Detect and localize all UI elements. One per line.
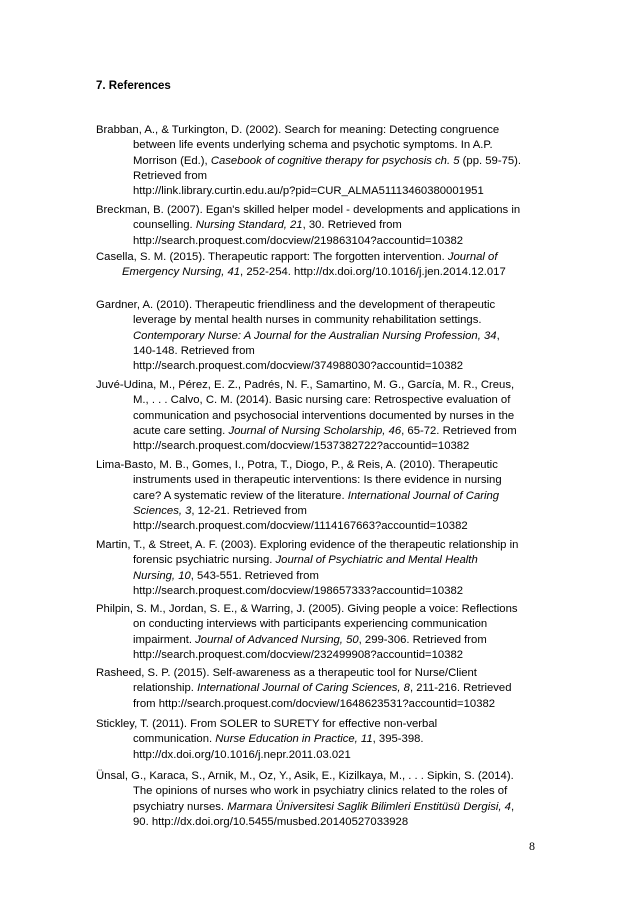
- reference-continuation-line: [96, 748, 543, 763]
- reference-continuation-line: [96, 617, 543, 632]
- reference-italic-title: Nursing Standard, 21: [195, 219, 303, 232]
- reference-continuation-line: [96, 439, 543, 454]
- reference-text: from http://search.proquest.com/docview/1648623531?accountid=10382: [133, 697, 496, 710]
- reference-entry: [96, 203, 543, 249]
- reference-text: leverage by mental health nurses in community rehabilitation settings.: [133, 314, 482, 327]
- reference-continuation-line: [96, 329, 543, 344]
- reference-text: , 299-306. Retrieved from: [358, 633, 487, 646]
- reference-first-line: [96, 666, 543, 681]
- reference-italic-title: International Journal of Caring: [347, 489, 500, 502]
- reference-text: , 395-398.: [372, 733, 424, 746]
- reference-entry: [96, 666, 543, 712]
- reference-text: http://dx.doi.org/10.1016/j.nepr.2011.03.021: [133, 748, 351, 761]
- reference-italic-title: Casebook of cognitive therapy for psychosis ch. 5: [210, 154, 460, 167]
- reference-text: acute care setting.: [133, 424, 229, 437]
- reference-italic-title: Journal of Nursing Scholarship, 46: [228, 424, 402, 437]
- reference-text: http://link.library.curtin.edu.au/p?pid=CUR_ALMA51113460380001951: [133, 185, 484, 198]
- reference-text: communication and psychosocial interventions documented by nurses in the: [133, 409, 515, 422]
- reference-text: M., . . . Calvo, C. M. (2014). Basic nursing care: Retrospective evaluation of: [133, 394, 511, 407]
- reference-continuation-line: [96, 265, 543, 280]
- reference-continuation-line: [96, 359, 543, 374]
- reference-first-line: [96, 717, 543, 732]
- reference-entry: [96, 378, 543, 454]
- reference-entry: [96, 717, 543, 763]
- reference-continuation-line: [96, 569, 543, 584]
- reference-text: http://search.proquest.com/docview/1114167663?accountid=10382: [133, 520, 468, 533]
- reference-text: psychiatry nurses.: [133, 800, 228, 813]
- reference-text: impairment.: [133, 633, 196, 646]
- reference-continuation-line: [96, 553, 543, 568]
- reference-italic-title: Journal of Psychiatric and Mental Health: [275, 554, 478, 567]
- reference-continuation-line: [96, 154, 543, 169]
- reference-text: , 543-551. Retrieved from: [190, 569, 319, 582]
- reference-text: http://search.proquest.com/docview/1537382722?accountid=10382: [133, 440, 470, 453]
- reference-entry: [96, 458, 543, 534]
- reference-text: Ünsal, G., Karaca, S., Arnik, M., Oz, Y., Asik, E., Kizilkaya, M., . . . Sipkin, S. (2014).: [96, 770, 514, 782]
- reference-entry: [96, 250, 543, 281]
- reference-text: , 30. Retrieved from: [302, 219, 402, 232]
- reference-entry: [96, 769, 543, 830]
- reference-italic-title: Emergency Nursing, 41: [122, 266, 241, 279]
- reference-continuation-line: [96, 409, 543, 424]
- reference-text: counselling.: [133, 219, 196, 232]
- reference-italic-title: Sciences, 3: [133, 504, 192, 517]
- reference-continuation-line: [96, 313, 543, 328]
- reference-continuation-line: [96, 218, 543, 233]
- reference-first-line: [96, 602, 543, 617]
- reference-first-line: [96, 123, 543, 138]
- reference-text: Casella, S. M. (2015). Therapeutic rapport: The forgotten intervention.: [96, 251, 448, 263]
- reference-continuation-line: [96, 681, 543, 696]
- reference-first-line: [96, 250, 543, 265]
- reference-text: 140-148. Retrieved from: [133, 344, 255, 357]
- reference-continuation-line: [96, 489, 543, 504]
- reference-text: ,: [510, 800, 515, 813]
- reference-italic-title: International Journal of Caring Sciences, 8: [197, 682, 410, 695]
- reference-text: Juvé-Udina, M., Pérez, E. Z., Padrés, N. F., Samartino, M. G., García, M. R., Creus,: [96, 379, 515, 391]
- reference-continuation-line: [96, 504, 543, 519]
- reference-text: Gardner, A. (2010). Therapeutic friendliness and the development of therapeutic: [96, 299, 496, 311]
- reference-text: (pp. 59-75).: [459, 154, 522, 167]
- reference-text: instruments used in therapeutic interventions: Is there evidence in nursing: [133, 474, 502, 487]
- reference-continuation-line: [96, 169, 543, 184]
- reference-entry: [96, 538, 543, 599]
- reference-text: Rasheed, S. P. (2015). Self-awareness as a therapeutic tool for Nurse/Client: [96, 667, 477, 679]
- reference-first-line: [96, 298, 543, 313]
- reference-text: on conducting interviews with participants experiencing communication: [133, 618, 488, 631]
- reference-italic-title: Journal of: [447, 251, 498, 263]
- reference-continuation-line: [96, 234, 543, 249]
- reference-text: Martin, T., & Street, A. F. (2003). Exploring evidence of the therapeutic relationship in: [96, 539, 519, 551]
- reference-continuation-line: [96, 138, 543, 153]
- reference-text: , 211-216. Retrieved: [409, 682, 512, 695]
- reference-text: ,: [496, 329, 500, 342]
- reference-continuation-line: [96, 393, 543, 408]
- reference-italic-title: Nursing, 10: [133, 569, 191, 582]
- reference-continuation-line: [96, 784, 543, 799]
- reference-text: Morrison (Ed.),: [133, 154, 211, 167]
- reference-text: , 12-21. Retrieved from: [191, 504, 307, 517]
- page-number: 8: [529, 839, 535, 853]
- reference-italic-title: Contemporary Nurse: A Journal for the Australian Nursing Profession, 34: [133, 329, 497, 342]
- reference-text: forensic psychiatric nursing.: [133, 554, 276, 567]
- reference-continuation-line: [96, 800, 543, 815]
- section-heading: 7. References: [96, 80, 171, 92]
- reference-continuation-line: [96, 519, 543, 534]
- reference-text: Retrieved from: [133, 169, 208, 182]
- reference-text: relationship.: [133, 682, 198, 695]
- reference-text: http://search.proquest.com/docview/374988030?accountid=10382: [133, 360, 464, 373]
- reference-continuation-line: [96, 584, 543, 599]
- reference-entry: [96, 123, 543, 199]
- reference-continuation-line: [96, 697, 543, 712]
- reference-entry: [96, 602, 543, 663]
- reference-continuation-line: [96, 633, 543, 648]
- reference-continuation-line: [96, 344, 543, 359]
- reference-text: Lima-Basto, M. B., Gomes, I., Potra, T., Diogo, P., & Reis, A. (2010). Therapeutic: [96, 459, 498, 471]
- reference-first-line: [96, 769, 543, 784]
- reference-text: , 65-72. Retrieved from: [401, 424, 517, 437]
- reference-entry: [96, 298, 543, 374]
- reference-text: communication.: [133, 733, 216, 746]
- reference-italic-title: Nurse Education in Practice, 11: [215, 733, 373, 746]
- reference-italic-title: Marmara Üniversitesi Saglik Bilimleri Enstitüsü Dergisi, 4: [227, 800, 511, 813]
- reference-first-line: [96, 203, 543, 218]
- reference-text: Philpin, S. M., Jordan, S. E., & Warring, J. (2005). Giving people a voice: Reflections: [96, 603, 518, 615]
- reference-continuation-line: [96, 815, 543, 830]
- reference-text: http://search.proquest.com/docview/219863104?accountid=10382: [133, 234, 464, 247]
- reference-text: between life events underlying schema and psychotic symptoms. In A.P.: [133, 139, 493, 152]
- reference-text: http://search.proquest.com/docview/198657333?accountid=10382: [133, 584, 464, 597]
- reference-first-line: [96, 538, 543, 553]
- reference-text: Breckman, B. (2007). Egan's skilled helper model - developments and applications in: [96, 204, 521, 216]
- reference-text: The opinions of nurses who work in psychiatry clinics related to the roles of: [133, 785, 508, 798]
- reference-first-line: [96, 378, 543, 393]
- reference-continuation-line: [96, 424, 543, 439]
- reference-text: Brabban, A., & Turkington, D. (2002). Search for meaning: Detecting congruence: [96, 124, 500, 136]
- reference-text: care? A systematic review of the literature.: [133, 489, 348, 502]
- reference-text: http://search.proquest.com/docview/232499908?accountid=10382: [133, 648, 464, 661]
- reference-continuation-line: [96, 732, 543, 747]
- reference-text: 90. http://dx.doi.org/10.5455/musbed.20140527033928: [133, 815, 409, 828]
- reference-text: , 252-254. http://dx.doi.org/10.1016/j.jen.2014.12.017: [240, 266, 506, 279]
- reference-first-line: [96, 458, 543, 473]
- reference-italic-title: Journal of Advanced Nursing, 50: [195, 633, 359, 646]
- reference-text: Stickley, T. (2011). From SOLER to SURETY for effective non-verbal: [96, 718, 438, 730]
- reference-continuation-line: [96, 473, 543, 488]
- reference-continuation-line: [96, 184, 543, 199]
- reference-continuation-line: [96, 648, 543, 663]
